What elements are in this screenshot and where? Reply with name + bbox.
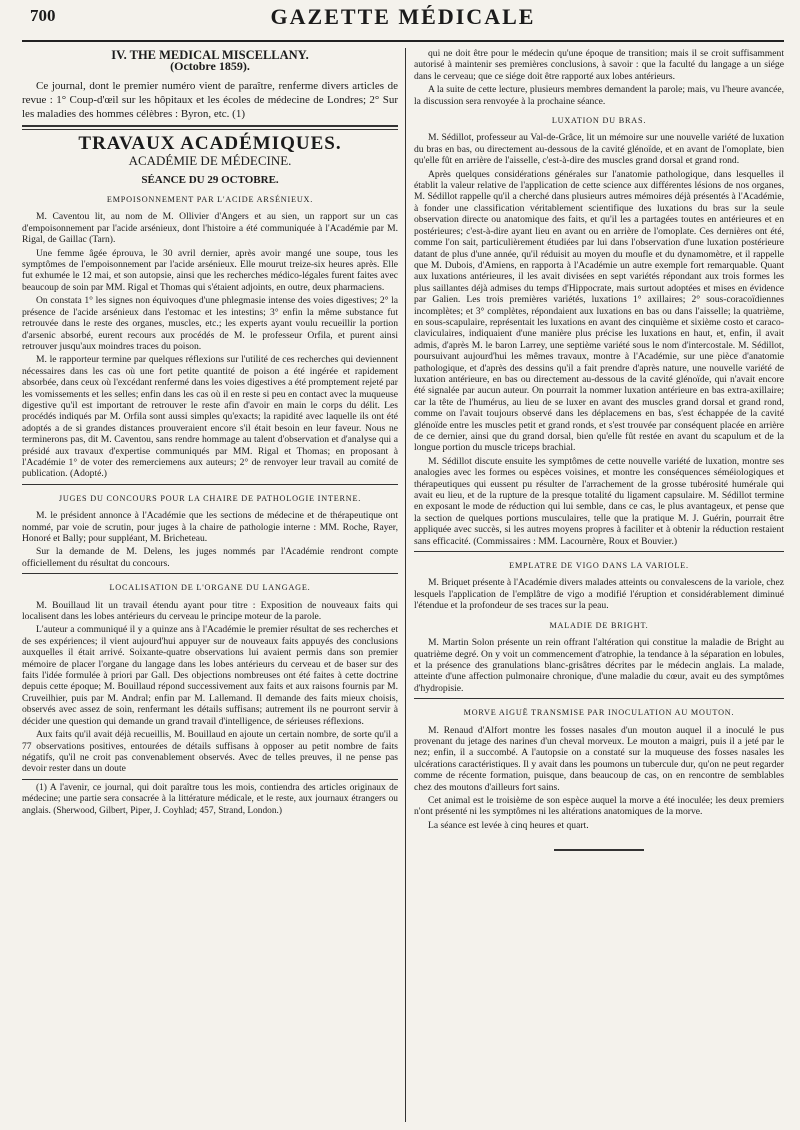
divider [22,484,398,485]
miscellany-date: (Octobre 1859). [170,59,250,74]
localisation-paragraph: L'auteur a communiqué il y a quinze ans à l'Académie le premier résultat de ses recherches et de ses expériences; il vient aujourd'hui appuyer sur de nouveaux faits appuyés des conclusions auxquelles il était arrivé. Soixante-quatre observations lui avaient permis dans son premier mémoire de placer l'organe du langage dans les lobes antérieurs du cerveau et de baser sur des faits l'idée formulée à priori par Gall. Des objections nombreuses ont été faites à cette doctrine depuis cette époque; M. Bouillaud répond successivement aux faits et aux raisons fournis par M. Cruveilhier, puis par M. Andral; enfin par M. Lallemand. Il demande des faits mieux choisis, observés avec assez de soin, renfermant les détails suffisans; autrement ils ne pourront servir à décider une question qui demande un grand travail d'intelligence, de sérieuses réflexions. [22,624,398,727]
continuation-paragraph: A la suite de cette lecture, plusieurs membres demandent la parole; mais, vu l'heure avancée, la discussion sera renvoyée à la prochaine séance. [414,84,784,107]
empoisonnement-paragraph: Une femme âgée éprouva, le 30 avril dernier, après avoir mangé une soupe, tous les symptômes de l'empoisonnement par l'acide arsénieux. Elle mourut treize-six heures après. Elle fut exhumée le 12 mai, et son autopsie, ainsi que les recherches médico-légales furent faites avec beaucoup de soin par MM. Rigal et Thomas qui s'étaient adjoints, en outre, deux pharmaciens. [22,247,398,293]
bright-paragraph: M. Martin Solon présente un rein offrant l'altération qui constitue la maladie de Bright au quatrième degré. On y voit un commencement d'atrophie, la tendance à la séparation en lobules, et la présence des granulations blanc-grisâtres décrites par le médecin anglais. La malade, atteinte d'une affection pulmonaire chronique, d'une maladie du cœur, avait eu des symptômes d'hydropisie. [414,637,784,694]
seance-closing: La séance est levée à cinq heures et quart. [428,819,589,831]
section-title: TRAVAUX ACADÉMIQUES. [78,132,342,154]
luxation-paragraph: M. Sédillot, professeur au Val-de-Grâce, lit un mémoire sur une nouvelle variété de luxation du bras en bas, ou directement au-dessous de la cavité glénoïde, et en avant de l'omoplate, bien qu'elle fût en arrière de l'aisselle, c'est-à-dire des muscles grand dorsal et grand rond. [414,132,784,167]
miscellany-text: Ce journal, dont le premier numéro vient de paraître, renferme divers articles de revue : 1° Coup-d'œil sur les hôpitaux et les écoles de médecine de Londres; 2° Sur les maladies des hommes célèbres : Byron, etc. (1) [22,79,398,120]
localisation-paragraph: Aux faits qu'il avait déjà recueillis, M. Bouillaud en ajoute un certain nombre, de sorte qu'il a 77 observations positives, entourées de détails suffisans à opposer au petit nombre de faits négatifs, qu'il ne croit pas convenablement observés. Avec de telles preuves, il ne pense pas devoir rester dans un doute [22,729,398,775]
vigo-paragraph: M. Briquet présente à l'Académie divers malades atteints ou convalescens de la variole, chez lesquels l'application de l'emplâtre de vigo a modifié l'éruption et considérablement diminué l'étendue et la profondeur de ses traces sur la peau. [414,577,784,612]
localisation-paragraph: M. Bouillaud lit un travail étendu ayant pour titre : Exposition de nouveaux faits qui localisent dans les lobes antérieurs du cerveau le principe moteur de la parole. [22,599,398,623]
empoisonnement-heading: EMPOISONNEMENT PAR L'ACIDE ARSÉNIEUX. [106,195,314,205]
page-number: 700 [30,6,56,25]
morve-paragraph: M. Renaud d'Alfort montre les fosses nasales d'un mouton auquel il a inoculé le pus provenant du jetage des narines d'un cheval morveux. Le mouton a maigri, puis il a jeté par le nez; enfin, il a succombé. A l'autopsie on a constaté sur la muqueuse des fosses nasales les ulcérations caractéristiques. Il y avait dans les poumons un tubercule dur, qu'on ne peut regarder comme de récente formation, puisque, dans beaucoup de cas, on en rencontre de semblables chez des moutons d'ailleurs fort sains. [414,724,784,793]
academy-title: ACADÉMIE DE MÉDECINE. [128,153,292,169]
localisation-heading: LOCALISATION DE L'ORGANE DU LANGAGE. [109,583,311,593]
empoisonnement-paragraph: On constata 1° les signes non équivoques d'une phlegmasie intense des voies digestives; 2° la présence de l'acide arsénieux dans l'estomac et les intestins; 3° enfin la même substance fut retrouvée dans le reste des organes, muscles, etc.; les experts ayant voulu recueillir la portion d'arsenic absorbé, eurent recours aux procédés de M. le professeur Orfila, et purent ainsi retrouver jusqu'aux moindres traces du poison. [22,295,398,352]
divider [22,573,398,574]
column-divider [405,48,406,1122]
empoisonnement-paragraph: M. Caventou lit, au nom de M. Ollivier d'Angers et au sien, un rapport sur un cas d'empoisonnement par l'acide arsénieux, dont l'histoire a été communiquée à l'Académie par M. Rigal, de Gaillac (Tarn). [22,211,398,246]
footnote: (1) A l'avenir, ce journal, qui doit paraître tous les mois, contiendra des articles originaux de médecine; une partie sera consacrée à la littérature médicale, et le reste, aux journaux étrangers ou anglais. (Sherwood, Gilbert, Piper, J. Coyhlad; 457, Strand, London.) [22,782,398,816]
juges-heading: JUGES DU CONCOURS POUR LA CHAIRE DE PATHOLOGIE INTERNE. [58,493,362,503]
columns [22,48,784,1122]
empoisonnement-paragraph: M. le rapporteur termine par quelques réflexions sur l'utilité de ces recherches qui deviennent nécessaires dans les cas où une fort petite quantité de poison a été ingérée et rapidement absorbée, dans ceux où l'excédant renfermé dans les voies digestives a été promptement rejeté par les vomissements et les selles; enfin dans les cas où il en reste si peu en contact avec la muqueuse digestive qu'il est important de retrouver le reste afin d'avoir en main le corps du délit. Les procédés indiqués par M. Orfila sont aussi simples qu'exacts; la rapidité avec laquelle ils ont été adoptés a de si grandes distances prouveraient encore s'il était besoin en leur faveur. Nous ne terminerons pas, dit M. Caventou, sans rendre hommage au talent d'observation et d'analyse qui a présidé aux travaux d'expertise communiqués par MM. Rigal et Thomas; en proposant à l'Académie 1° de voter des remerciemens aux auteurs; 2° de renvoyer leur travail au comité de publication. (Adopté.) [22,354,398,480]
vigo-heading: EMPLATRE DE VIGO DANS LA VARIOLE. [509,561,689,571]
juges-paragraph: Sur la demande de M. Delens, les juges nommés par l'Académie rendront compte officiellement du résultat du concours. [22,546,398,569]
luxation-paragraph: Après quelques considérations générales sur l'anatomie pathologique, dans lesquelles il établit la valeur relative de l'application de cette science aux différentes lésions de nos organes, M. Sédillot rappelle qu'il a cherché dans plusieurs autres mémoires déjà présentés à l'Académie, à fonder une classification véritablement scientifique des luxations du bras sur la seule observation directe ou anatomique des faits, et qu'il les a partagées toutes en antérieures et en postérieures; c'est-à-dire ayant lieu en avant ou en arrière de l'omoplate. Ces dernières ont été, comme l'on sait, particulièrement étudiées par lui dans l'observation d'une luxation postérieure datant de plus d'une année, qu'il réduisit au moyen du moufle et du dynamomètre, et il rappelle que M. Dubois, d'Amiens, en rapporta à l'Académie un autre exemple fort remarquable. Quant aux luxations antérieures, il les avait divisées en sept variétés répondant aux trois formes les plus saillantes déjà admises du temps d'Hippocrate, mais surtout adoptées et mises en évidence par Galien. Les trois premières variétés, luxations 1° axillaires; 2° sous-coracoïdiennes incomplètes; et 3° complètes, répondaient aux luxations en bas ou dans l'aisselle; la quatrième, en sous-scapulaire, représentait les luxations en avant des cinquième et sixième costo et caraco-claviculaires, indiquaient d'une manière plus précise les luxations en haut, et, enfin, il avait admis, d'après M. le baron Larrey, une septième variété sous le nom d'intercostale. M. Sédillot, poursuivant aujourd'hui les mêmes travaux, montre à l'Académie, sur une pièce d'anatomie pathologique, et d'après des dessins qu'il a fait prendre d'après nature, une nouvelle variété de luxation antérieure, en bas ou directement au-dessous de la cavité glénoïde, qui n'avait encore été signalée par aucun auteur. On pourrait la nommer luxation antérieure en bas extra-axillaire; car la tête de l'humérus, au lieu de se luxer en avant des muscles grand dorsal et grand rond, comme on l'avait toujours observé dans les déplacemens en bas, s'est échappée de la cavité glénoïde entre les muscles petit et grand ronds, et s'est trouvée par conséquent placée en arrière de ce dernier, ainsi que du grand dorsal, bien qu'elle fût restée en avant du scapulum et de la longue portion du muscle triceps brachial. [414,168,784,454]
juges-paragraph: M. le président annonce à l'Académie que les sections de médecine et de thérapeutique ont nommé, par voie de scrutin, pour juges à la chaire de pathologie interne : MM. Roche, Rayer, Honoré et Bally; pour suppléant, M. Bricheteau. [22,510,398,544]
right-column [414,48,784,1122]
left-column [22,48,398,1122]
footnote-divider [22,779,398,780]
seance-title: SÉANCE DU 29 OCTOBRE. [141,173,279,186]
morve-heading: MORVE AIGUË TRANSMISE PAR INOCULATION AU MOUTON. [463,708,735,718]
journal-title: GAZETTE MÉDICALE [270,4,536,29]
divider [414,551,784,552]
page-header [22,0,784,42]
luxation-heading: LUXATION DU BRAS. [551,116,647,126]
section-divider [22,125,398,130]
miscellany-title: IV. THE MEDICAL MISCELLANY. [111,48,309,62]
morve-paragraph: Cet animal est le troisième de son espèce auquel la morve a été inoculée; les deux premiers n'ont présenté ni les symptômes ni les altérations anatomiques de la morve. [414,794,784,818]
bright-heading: MALADIE DE BRIGHT. [549,620,649,630]
luxation-paragraph: M. Sédillot discute ensuite les symptômes de cette nouvelle variété de luxation, montre ses analogies avec les formes ou espèces voisines, et montre les conséquences séméiologiques et thérapeutiques qui eussent pu résulter de l'arrachement de la grosse tubérosité humérale qui avait eu lieu, et de la rupture de la presque totalité du ligament capsulaire. M. Sédillot termine en exposant le mode de réduction qui lui semble, dans ce cas, le plus avantageux, et pense que la section de quelques portions musculaires, telle que la pratique M. J. Guérin, pourrait être appliquée avec succès, si les autres moyens propres à faciliter et à obtenir la réduction restaient sans efficacité. (Commissaires : MM. Lacournère, Roux et Bouvier.) [414,455,784,547]
divider [414,698,784,699]
end-rule [554,849,644,851]
continuation-paragraph: qui ne doit être pour le médecin qu'une époque de transition; mais il se croit suffisamment autorisé à maintenir ses premières conclusions, à savoir : que la faculté du langage a un siége dans le cerveau; que ce siége doit être rapporté aux lobes antérieurs. [414,48,784,82]
